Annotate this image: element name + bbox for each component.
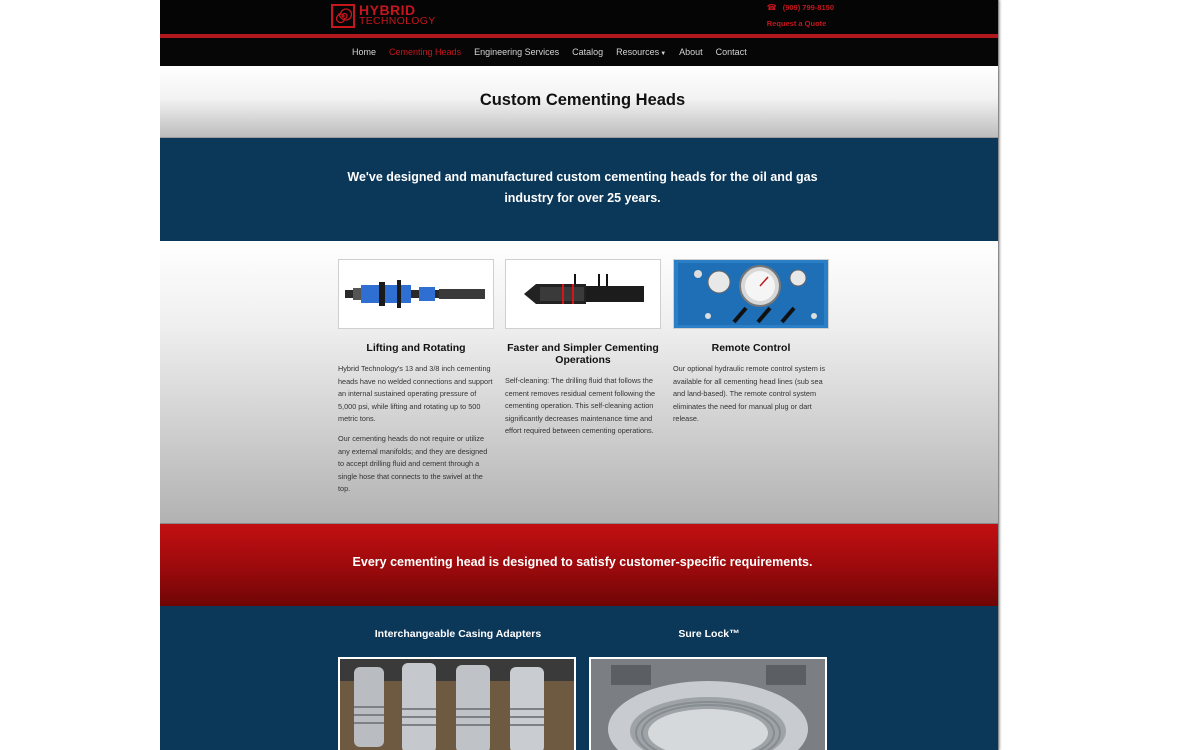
logo-swirl-icon	[331, 4, 355, 28]
nav-contact[interactable]: Contact	[715, 47, 747, 57]
requirements-banner	[160, 523, 998, 606]
feature-remote-control	[673, 259, 829, 426]
caret-down-icon: ▼	[660, 51, 667, 57]
feature-faster-simpler	[505, 259, 661, 438]
feature-text: Our optional hydraulic remote control system is available for all cementing head lines (sub sea and land-based). The remote control system eliminates the need for manual plug or dart release.	[673, 364, 826, 424]
title-band	[160, 66, 998, 138]
banner-text: Every cementing head is designed to satisfy customer-specific requirements.	[352, 555, 813, 569]
feature-text: Hybrid Technology's 13 and 3/8 inch cementing heads have no welded connections and support an internal sustained operating pressure of 5,000 psi, while lifting and rotating up to 500 metric tons.	[338, 364, 493, 424]
cementing-head-section-image	[505, 259, 661, 329]
casing-adapters-photo	[338, 657, 576, 750]
page	[160, 0, 998, 750]
feature-title: Lifting and Rotating	[366, 342, 466, 354]
nav-engineering-services[interactable]: Engineering Services	[474, 47, 560, 57]
intro-band	[160, 138, 998, 241]
product-title: Sure Lock™	[678, 628, 740, 640]
phone-text: (909) 799-8150	[782, 3, 834, 12]
contact-block	[767, 3, 834, 28]
feature-text: Our cementing heads do not require or utilize any external manifolds; and they are designed to accept drilling fluid and cement through a single hose that connects to the swivel at the top.	[338, 433, 488, 494]
feature-title: Remote Control	[711, 342, 791, 354]
nav-resources[interactable]	[616, 47, 666, 57]
logo-word-technology: TECHNOLOGY	[359, 15, 436, 27]
nav-about[interactable]: About	[679, 47, 703, 57]
nav-cementing-heads[interactable]: Cementing Heads	[389, 47, 462, 57]
page-title: Custom Cementing Heads	[479, 91, 686, 109]
main-nav	[160, 38, 998, 66]
phone-icon: ☎	[766, 3, 777, 12]
cementing-head-lifting-image	[338, 259, 494, 329]
products-section	[160, 606, 998, 750]
features-section	[160, 241, 998, 523]
nav-resources-label: Resources	[616, 47, 660, 57]
logo[interactable]	[331, 2, 436, 30]
request-quote-link[interactable]: Request a Quote	[766, 19, 827, 28]
phone-number[interactable]	[767, 3, 834, 12]
intro-text: We've designed and manufactured custom cementing heads for the oil and gas industry for over 25 years.	[347, 170, 818, 205]
nav-home[interactable]: Home	[352, 47, 377, 57]
nav-catalog[interactable]: Catalog	[572, 47, 604, 57]
feature-title: Faster and Simpler Cementing Operations	[507, 342, 659, 366]
product-title: Interchangeable Casing Adapters	[374, 628, 542, 640]
remote-control-panel-image	[673, 259, 829, 329]
sure-lock-photo	[589, 657, 827, 750]
feature-text: Self-cleaning: The drilling fluid that follows the cement removes residual cement following the cementing operation. This self-cleaning action significantly decreases maintenance time and effort required between cementing operations.	[505, 376, 656, 436]
top-header	[160, 0, 998, 34]
feature-lifting-rotating	[338, 259, 494, 496]
logo-word-hybrid: HYBRID	[359, 2, 416, 18]
